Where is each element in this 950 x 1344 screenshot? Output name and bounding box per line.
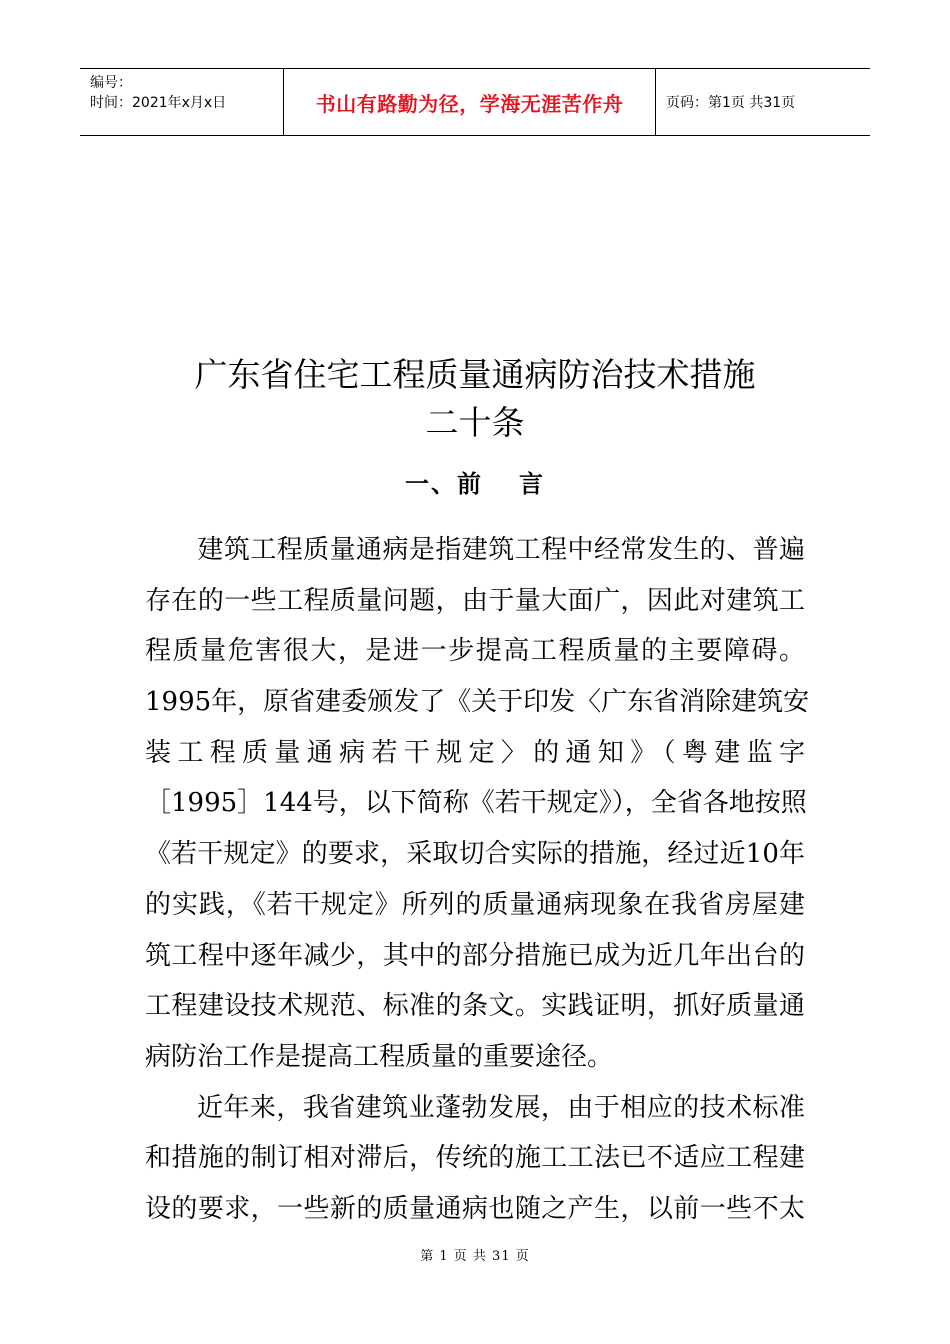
body-line: 设的要求，一些新的质量通病也随之产生，以前一些不太 xyxy=(145,1193,805,1224)
header-motto: 书山有路勤为径，学海无涯苦作舟 xyxy=(283,69,656,135)
body-line: 1995年，原省建委颁发了《关于印发〈广东省消除建筑安 xyxy=(145,687,810,718)
section-heading-part1: 一、前 xyxy=(405,470,483,498)
body-line: 近年来，我省建筑业蓬勃发展，由于相应的技术标准 xyxy=(197,1092,805,1123)
body-line: 建筑工程质量通病是指建筑工程中经常发生的、普遍 xyxy=(171,535,805,565)
document-body xyxy=(145,525,810,1235)
header-number-label: 编号： xyxy=(90,75,132,91)
header-meta xyxy=(80,69,283,135)
header-date-label: 时间：2021年x月x日 xyxy=(90,95,227,111)
body-line: 程质量危害很大，是进一步提高工程质量的主要障碍。 xyxy=(145,636,805,667)
body-line: 存在的一些工程质量问题，由于量大面广，因此对建筑工 xyxy=(145,585,805,616)
body-line: 工程建设技术规范、标准的条文。实践证明，抓好质量通 xyxy=(145,991,805,1022)
body-line: 的实践，《若干规定》所列的质量通病现象在我省房屋建 xyxy=(145,889,805,920)
body-line: 病防治工作是提高工程质量的重要途径。 xyxy=(145,1041,614,1072)
document-title-line2: 二十条 xyxy=(425,403,525,442)
body-line: 和措施的制订相对滞后，传统的施工工法已不适应工程建 xyxy=(145,1143,805,1174)
body-line: 装工程质量通病若干规定〉的通知》（粤建监字 xyxy=(145,737,805,768)
body-line: 筑工程中逐年减少，其中的部分措施已成为近几年出台的 xyxy=(145,940,805,971)
document-title-line1: 广东省住宅工程质量通病防治技术措施 xyxy=(194,355,756,394)
section-heading-part2: 言 xyxy=(519,470,545,498)
page-header xyxy=(80,68,870,136)
body-line: ［1995］144号，以下简称《若干规定》），全省各地按照 xyxy=(145,788,807,819)
header-page-info: 页码：第1页 共31页 xyxy=(666,95,796,111)
page-footer: 第 1 页 共 31 页 xyxy=(420,1249,530,1264)
body-line: 《若干规定》的要求，采取切合实际的措施，经过近10年 xyxy=(145,839,805,870)
section-heading xyxy=(0,466,950,502)
